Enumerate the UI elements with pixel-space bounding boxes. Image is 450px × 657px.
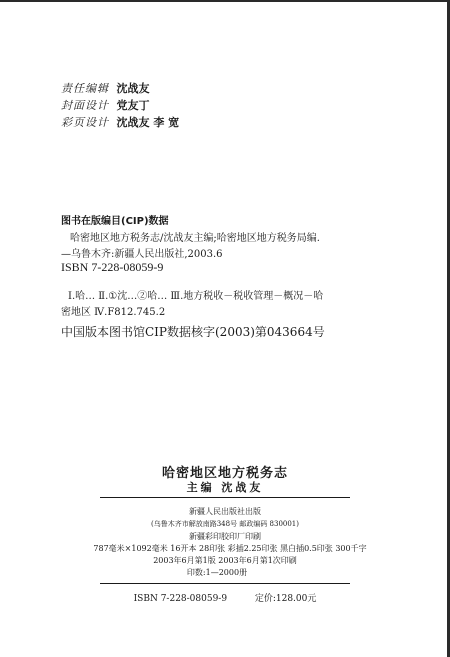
cip-classification-line1: Ⅰ.哈… Ⅱ.①沈…②哈… Ⅲ.地方税收－税收管理－概况－哈 xyxy=(68,291,324,302)
credit-editor xyxy=(61,80,150,96)
cip-heading: 图书在版编目(CIP)数据 xyxy=(61,216,169,227)
chief-editor: 主编 沈战友 xyxy=(186,481,264,494)
separator-rule xyxy=(100,497,350,498)
cip-core-number: 中国版本图书馆CIP数据核字(2003)第043664号 xyxy=(61,325,325,339)
credit-color-page-design xyxy=(61,114,179,130)
scan-edge-top xyxy=(0,0,450,2)
publisher: 新疆人民出版社出版 xyxy=(189,507,261,516)
cip-isbn: ISBN 7-228-08059-9 xyxy=(61,260,164,274)
edition-info: 2003年6月第1版 2003年6月第1次印刷 xyxy=(153,556,297,565)
credit-name: 沈战友 xyxy=(116,82,150,95)
book-specs: 787毫米×1092毫米 16开本 28印张 彩插2.25印张 黑白插0.5印张 300千字 xyxy=(93,544,367,553)
cip-publisher-line: —乌鲁木齐:新疆人民出版社,2003.6 xyxy=(61,249,223,260)
print-run: 印数:1—2000册 xyxy=(186,568,248,577)
credit-role: 彩页设计 xyxy=(61,116,109,129)
cip-classification-line2: 密地区 Ⅳ.F812.745.2 xyxy=(61,307,166,318)
credit-name: 党友丁 xyxy=(116,99,150,112)
printer: 新疆彩印胶印厂印刷 xyxy=(189,532,261,541)
credit-cover-design xyxy=(61,97,150,113)
credit-role: 责任编辑 xyxy=(61,82,109,95)
isbn-price-line xyxy=(0,591,450,604)
publisher-address: (乌鲁木齐市解放南路348号 邮政编码 830001) xyxy=(151,520,299,528)
book-title: 哈密地区地方税务志 xyxy=(161,466,288,481)
credit-role: 封面设计 xyxy=(61,99,109,112)
imprint-isbn: ISBN 7-228-08059-9 xyxy=(133,594,228,604)
separator-rule-bottom xyxy=(100,583,350,584)
cip-title-line: 哈密地区地方税务志/沈战友主编;哈密地区地方税务局编. xyxy=(70,233,320,244)
credit-name: 沈战友 李 宽 xyxy=(116,116,180,129)
price: 定价:128.00元 xyxy=(254,594,317,604)
